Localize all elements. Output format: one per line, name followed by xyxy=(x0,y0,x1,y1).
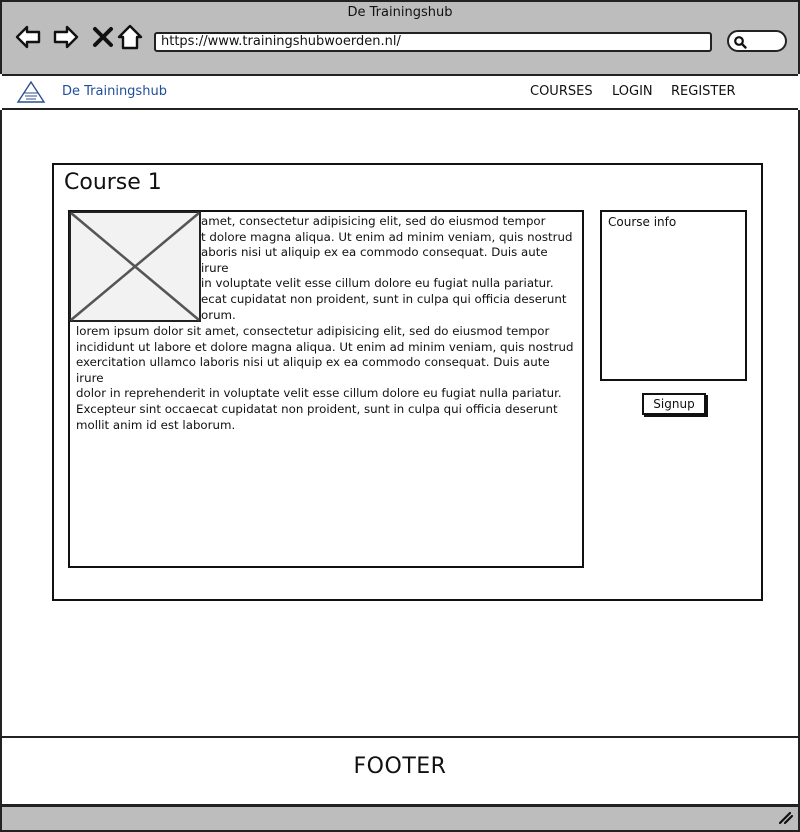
nav-link-login[interactable]: LOGIN xyxy=(612,84,653,99)
brand-logo-icon[interactable] xyxy=(16,79,46,104)
back-arrow-icon[interactable] xyxy=(14,23,42,51)
course-description-paragraph-1: amet, consectetur adipisicing elit, sed do eiusmod tempor t dolore magna aliqua. Ut enim ad minim veniam, quis nostrud aboris nisi ut aliquip ex ea commodo consequat. Duis aute irure in voluptate velit esse cillum dolore eu fugiat nulla pariatur. ecat cupidatat non proident, sunt in culpa qui officia deserunt orum. xyxy=(201,214,573,322)
course-description-paragraph-2: lorem ipsum dolor sit amet, consectetur adipisicing elit, sed do eiusmod tempor incididunt ut labore et dolore magna aliqua. Ut enim ad minim veniam, quis nostrud exercitation ullamco laboris nisi ut aliquip ex ea commodo consequat. Duis aute irure dolor in reprehenderit in voluptate velit esse cillum dolore eu fugiat nulla pariatur. Excepteur sint occaecat cupidatat non proident, sunt in culpa qui officia deserunt mollit anim id est laborum. xyxy=(76,324,574,432)
footer-label: FOOTER xyxy=(353,754,447,779)
nav-link-register[interactable]: REGISTER xyxy=(671,84,736,99)
course-info-box xyxy=(600,210,747,381)
forward-arrow-icon[interactable] xyxy=(52,23,80,51)
course-title: Course 1 xyxy=(64,170,162,195)
nav-link-courses[interactable]: COURSES xyxy=(530,84,593,99)
home-icon[interactable] xyxy=(116,23,144,51)
brand-name[interactable]: De Trainingshub xyxy=(62,84,167,99)
resize-grip-icon[interactable] xyxy=(778,811,794,825)
window-title: De Trainingshub xyxy=(347,5,453,20)
image-placeholder-icon xyxy=(69,211,201,322)
browser-statusbar xyxy=(0,804,800,832)
browser-search-button[interactable] xyxy=(727,30,787,52)
address-bar[interactable]: https://www.trainingshubwoerden.nl/ xyxy=(154,32,712,52)
close-icon[interactable] xyxy=(89,23,117,51)
course-info-label: Course info xyxy=(608,215,677,229)
signup-button[interactable]: Signup xyxy=(642,393,706,415)
search-icon xyxy=(733,35,747,49)
